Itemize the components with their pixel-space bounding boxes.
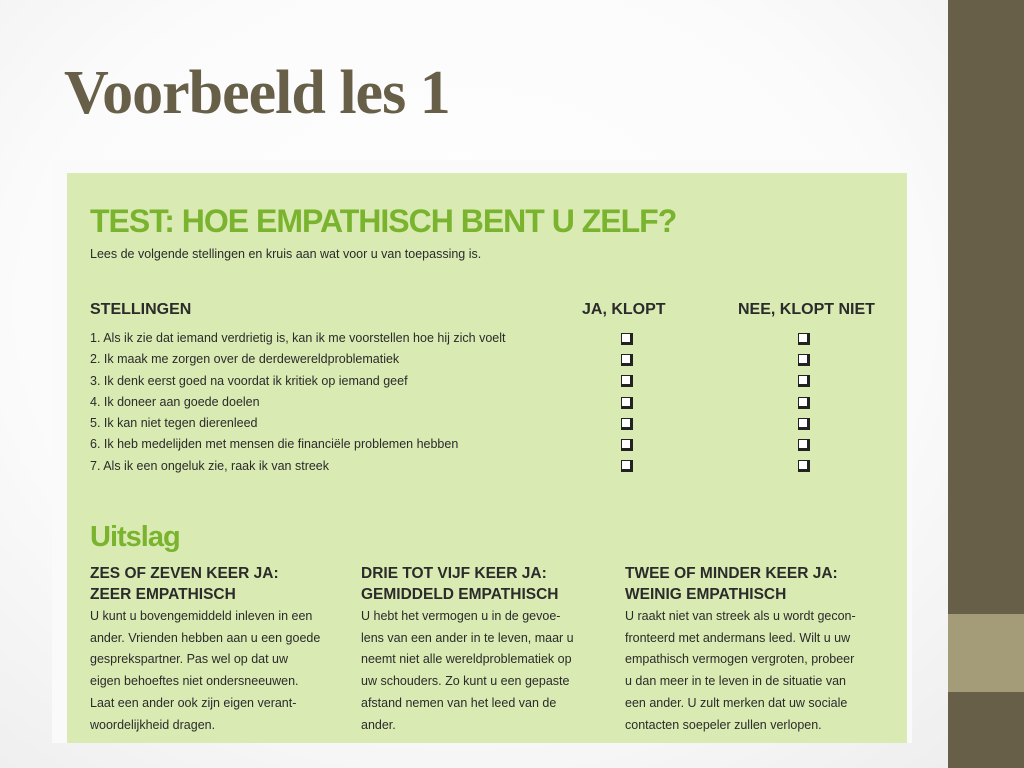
no-column-header: NEE, KLOPT NIET: [738, 301, 875, 318]
result-line: woordelijkheid dragen.: [90, 717, 216, 732]
result-heading: GEMIDDELD EMPATHISCH: [361, 586, 559, 603]
result-line: contacten soepeler zullen verlopen.: [625, 717, 822, 732]
statement-item: 7. Als ik een ongeluk zie, raak ik van streek: [90, 458, 330, 473]
empty-checkbox-icon: [621, 418, 633, 430]
empty-checkbox-icon: [621, 397, 633, 409]
yes-checkbox: [621, 413, 639, 434]
yes-checkbox: [621, 456, 639, 477]
result-line: Laat een ander ook zijn eigen verant-: [90, 695, 297, 710]
empty-checkbox-icon: [798, 375, 810, 387]
no-checkbox: [798, 371, 816, 392]
result-line: afstand nemen van het leed van de: [361, 695, 557, 710]
result-line: lens van een ander in te leven, maar u: [361, 630, 574, 645]
yes-column-header: JA, KLOPT: [582, 301, 666, 318]
empty-checkbox-icon: [621, 375, 633, 387]
result-column-high: [90, 563, 352, 736]
empty-checkbox-icon: [621, 354, 633, 366]
no-checkbox-column: [798, 328, 816, 477]
no-checkbox: [798, 434, 816, 455]
result-heading: ZEER EMPATHISCH: [90, 586, 236, 603]
empty-checkbox-icon: [798, 354, 810, 366]
no-checkbox: [798, 392, 816, 413]
test-intro: Lees de volgende stellingen en kruis aan wat voor u van toepassing is.: [90, 247, 482, 261]
empathy-test-card: [67, 173, 907, 743]
result-line: U raakt niet van streek als u wordt gecon-: [625, 609, 856, 623]
empty-checkbox-icon: [798, 397, 810, 409]
statement-item: 4. Ik doneer aan goede doelen: [90, 394, 260, 409]
result-line: ander.: [361, 717, 396, 732]
result-body: [90, 606, 352, 736]
no-checkbox: [798, 413, 816, 434]
result-line: uw schouders. Zo kunt u een gepaste: [361, 674, 570, 689]
empty-checkbox-icon: [621, 333, 633, 345]
test-title: TEST: HOE EMPATHISCH BENT U ZELF?: [90, 203, 677, 239]
result-body: [625, 606, 895, 736]
statement-item: 3. Ik denk eerst goed na voordat ik kritiek op iemand geef: [90, 373, 408, 388]
result-line: eigen behoeftes niet ondersneeuwen.: [90, 674, 299, 689]
empty-checkbox-icon: [798, 460, 810, 472]
result-column-medium: [361, 563, 606, 736]
statement-item: 5. Ik kan niet tegen dierenleed: [90, 416, 258, 431]
no-checkbox: [798, 456, 816, 477]
slide-title: Voorbeeld les 1: [64, 59, 450, 127]
result-column-low: [625, 563, 895, 736]
statement-item: 6. Ik heb medelijden met mensen die financiële problemen hebben: [90, 437, 459, 452]
no-checkbox: [798, 328, 816, 349]
result-line: U hebt het vermogen u in de gevoe-: [361, 609, 561, 623]
yes-checkbox: [621, 328, 639, 349]
sidebar-accent-block: [948, 614, 1024, 692]
statement-list: [90, 328, 560, 477]
results-title: Uitslag: [90, 521, 180, 553]
yes-checkbox-column: [621, 328, 639, 477]
result-heading: WEINIG EMPATHISCH: [625, 586, 787, 603]
result-line: neemt niet alle wereldproblematiek op: [361, 652, 572, 667]
empty-checkbox-icon: [798, 439, 810, 451]
empty-checkbox-icon: [621, 460, 633, 472]
statement-item: 2. Ik maak me zorgen over de derdewereldproblematiek: [90, 352, 400, 367]
no-checkbox: [798, 349, 816, 370]
result-heading: ZES OF ZEVEN KEER JA:: [90, 565, 279, 582]
yes-checkbox: [621, 371, 639, 392]
result-line: gesprekspartner. Pas wel op dat uw: [90, 652, 289, 667]
statements-header: STELLINGEN: [90, 301, 192, 318]
result-line: U kunt u bovengemiddeld inleven in een: [90, 609, 313, 623]
result-heading: TWEE OF MINDER KEER JA:: [625, 565, 838, 582]
result-line: een ander. U zult merken dat uw sociale: [625, 695, 848, 710]
result-heading: DRIE TOT VIJF KEER JA:: [361, 565, 547, 582]
result-line: fronteerd met andermans leed. Wilt u uw: [625, 630, 851, 645]
empty-checkbox-icon: [798, 418, 810, 430]
result-body: [361, 606, 606, 736]
result-line: empathisch vermogen vergroten, probeer: [625, 652, 855, 667]
yes-checkbox: [621, 434, 639, 455]
result-line: u dan meer in te leven in de situatie van: [625, 674, 846, 689]
empty-checkbox-icon: [798, 333, 810, 345]
yes-checkbox: [621, 392, 639, 413]
result-line: ander. Vrienden hebben aan u een goede: [90, 630, 321, 645]
empty-checkbox-icon: [621, 439, 633, 451]
yes-checkbox: [621, 349, 639, 370]
statement-item: 1. Als ik zie dat iemand verdrietig is, kan ik me voorstellen hoe hij zich voelt: [90, 331, 506, 345]
